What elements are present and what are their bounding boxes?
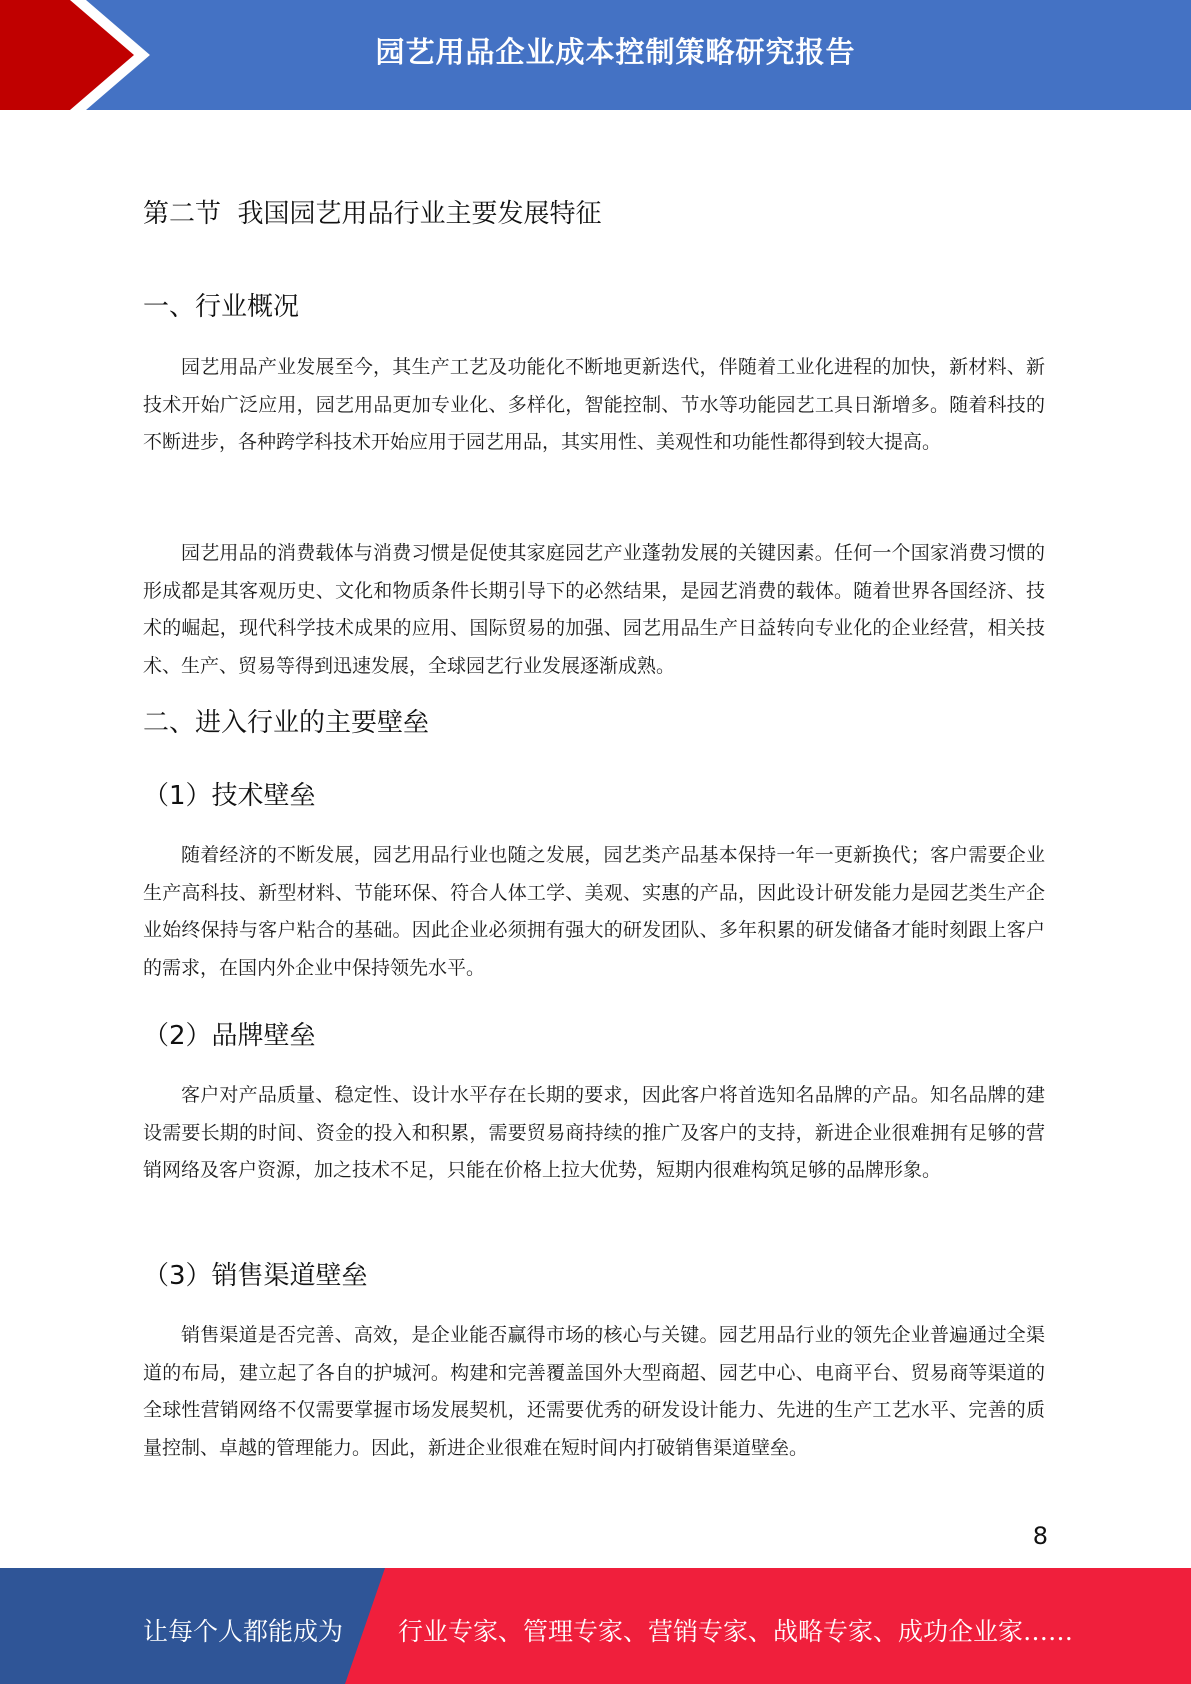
heading-sales-channel-barrier: （3）销售渠道壁垒: [143, 1261, 368, 1291]
page-header: [0, 0, 1191, 110]
report-title: 园艺用品企业成本控制策略研究报告: [375, 35, 856, 69]
paragraph-brand-barrier: 客户对产品质量、稳定性、设计水平存在长期的要求，因此客户将首选知名品牌的产品。知名品牌的建设需要长期的时间、资金的投入和积累，需要贸易商持续的推广及客户的支持，新进企业很难拥有足够的营销网络及客户资源，加之技术不足，只能在价格上拉大优势，短期内很难构筑足够的品牌形象。: [143, 1084, 1045, 1181]
heading-industry-overview: 一、行业概况: [143, 292, 300, 322]
paragraph-overview-2: 园艺用品的消费载体与消费习惯是促使其家庭园艺产业蓬勃发展的关键因素。任何一个国家消费习惯的形成都是其客观历史、文化和物质条件长期引导下的必然结果，是园艺消费的载体。随着世界各国经济、技术的崛起，现代科学技术成果的应用、国际贸易的加强、园艺用品生产日益转向专业化的企业经营，相关技术、生产、贸易等得到迅速发展，全球园艺行业发展逐渐成熟。: [143, 542, 1045, 677]
heading-technical-barrier: （1）技术壁垒: [143, 781, 316, 811]
section-title: 第二节 我国园艺用品行业主要发展特征: [143, 199, 602, 229]
page-number: 8: [1032, 1522, 1048, 1550]
heading-entry-barriers: 二、进入行业的主要壁垒: [143, 708, 430, 738]
paragraph-technical-barrier: 随着经济的不断发展，园艺用品行业也随之发展，园艺类产品基本保持一年一更新换代；客户需要企业生产高科技、新型材料、节能环保、符合人体工学、美观、实惠的产品，因此设计研发能力是园艺类生产企业始终保持与客户粘合的基础。因此企业必须拥有强大的研发团队、多年积累的研发储备才能时刻跟上客户的需求，在国内外企业中保持领先水平。: [143, 844, 1045, 979]
footer-slogan-right: 行业专家、管理专家、营销专家、战略专家、成功企业家……: [398, 1617, 1074, 1646]
footer-slogan-left: 让每个人都能成为: [143, 1617, 344, 1646]
heading-brand-barrier: （2）品牌壁垒: [143, 1021, 316, 1051]
paragraph-overview-1: 园艺用品产业发展至今，其生产工艺及功能化不断地更新迭代，伴随着工业化进程的加快，新材料、新技术开始广泛应用，园艺用品更加专业化、多样化，智能控制、节水等功能园艺工具日渐增多。随着科技的不断进步，各种跨学科技术开始应用于园艺用品，其实用性、美观性和功能性都得到较大提高。: [143, 356, 1045, 453]
paragraph-sales-channel-barrier: 销售渠道是否完善、高效，是企业能否赢得市场的核心与关键。园艺用品行业的领先企业普遍通过全渠道的布局，建立起了各自的护城河。构建和完善覆盖国外大型商超、园艺中心、电商平台、贸易商等渠道的全球性营销网络不仅需要掌握市场发展契机，还需要优秀的研发设计能力、先进的生产工艺水平、完善的质量控制、卓越的管理能力。因此，新进企业很难在短时间内打破销售渠道壁垒。: [143, 1324, 1045, 1459]
page-footer: [0, 1568, 1191, 1684]
